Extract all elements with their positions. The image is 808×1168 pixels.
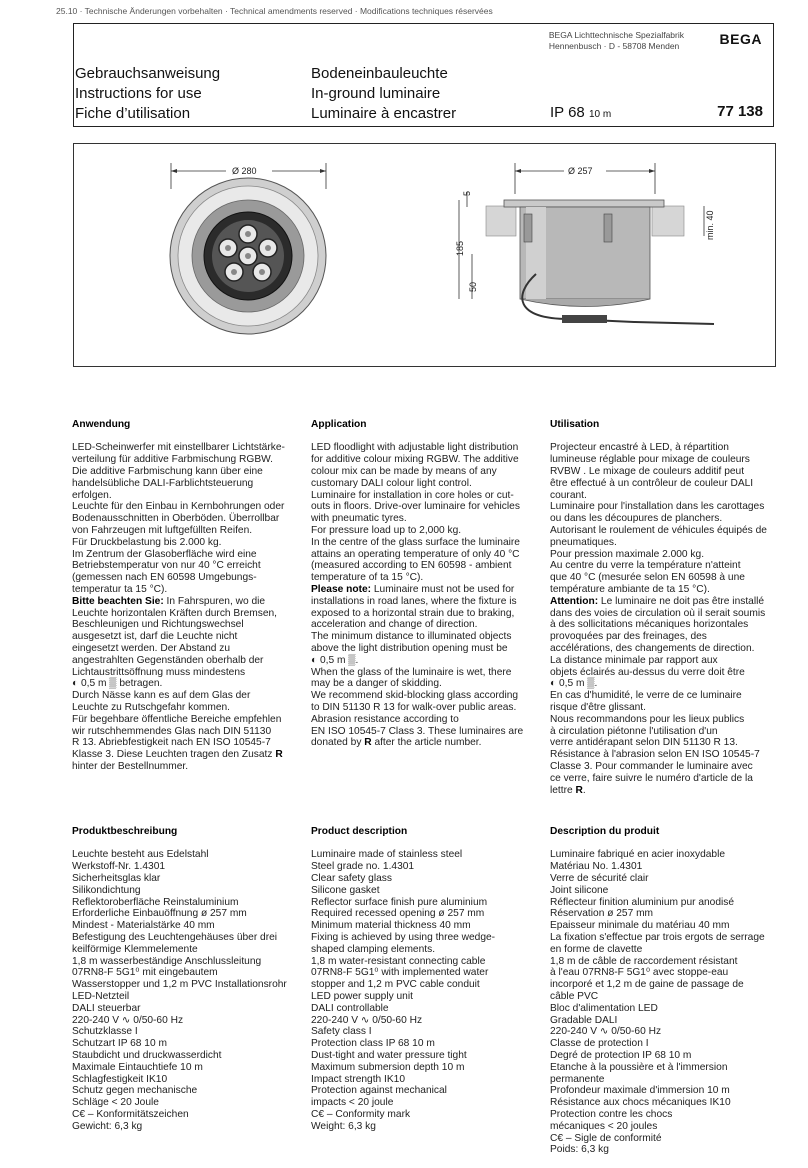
application-de xyxy=(72,407,300,785)
application-fr xyxy=(550,407,786,808)
height-dim-label: 185 xyxy=(455,240,465,256)
header-right-rule xyxy=(773,23,774,127)
company-address xyxy=(549,30,684,52)
min-depth-label: min. 40 xyxy=(705,210,715,240)
doc-title-de: Gebrauchsanweisung xyxy=(75,65,221,82)
application-de-body: LED-Scheinwerfer mit einstellbarer Lichtstärke- verteilung für additive Farbmischung RGBW. Die additive Farbmischung kann über eine handelsübliche DALI-Farblichtsteuerung erfolgen. Leuchte für den Einbau in Kernbohrungen oder Bodenausschnitten in Oberböden. Überrollbar von Fahrzeugen mit luftgefüllten Reifen. Für Druckbelastung bis 2.000 kg. Im Zentrum der Glasoberfläche wird eine Betriebstemperatur von nur 40 °C erreicht (gemessen nach EN 60598 Umgebungs- temperatur ta 15 °C). xyxy=(72,442,285,595)
front-view xyxy=(170,163,326,334)
application-en-heading: Application xyxy=(311,418,367,430)
header-top-rule xyxy=(73,23,774,24)
document-titles xyxy=(75,64,220,124)
doc-title-fr: Fiche d’utilisation xyxy=(75,105,191,122)
application-en-body: LED floodlight with adjustable light distribution for additive colour mixing RGBW. The additive colour mix can be made by means of any customary DALI colour light control. Luminaire for installation in core holes or cut- outs in floors. Drive-over luminaire for vehicles with pneumatic tyres. For pressure load up to 2,000 kg. In the centre of the glass surface the luminaire attains an operating temperature of only 40 °C (measured according to EN 60598 - ambient temperature of ta 15 °C). xyxy=(311,442,520,584)
product-fr-heading: Description du produit xyxy=(550,825,660,837)
article-number: 77 138 xyxy=(717,103,763,120)
brand-logo: BEGA xyxy=(719,31,762,47)
product-title-en: In-ground luminaire xyxy=(311,85,441,102)
product-en-body: Luminaire made of stainless steel Steel grade no. 1.4301 Clear safety glass Silicone gasket Reflector surface finish pure aluminium Required recessed opening ø 257 mm Minimum material thickness 40 mm Fixing is achieved by using three wedge- shaped clamping elements. 1,8 m water-resistant connecting cable 07RN8-F 5G1⁰ with implemented water stopper and 1,2 m PVC cable conduit LED power supply unit DALI controllable 220-240 V ∿ 0/50-60 Hz Safety class I Protection class IP 68 10 m Dust-tight and water pressure tight Maximum submersion depth 10 m Impact strength IK10 Protection against mechanical impacts < 20 joule C€ – Conformity mark Weight: 6,3 kg xyxy=(311,849,496,1132)
application-fr-note-label: Attention: xyxy=(550,595,599,607)
application-de-note-label: Bitte beachten Sie: xyxy=(72,595,164,607)
application-de-suffix: R xyxy=(275,749,283,761)
application-fr-suffix: R xyxy=(575,784,583,796)
ip-rating-value: IP 68 xyxy=(550,104,585,121)
product-de-body: Leuchte besteht aus Edelstahl Werkstoff-Nr. 1.4301 Sicherheitsglas klar Silikondichtung Reflektoroberfläche Reinstaluminium Erforderliche Einbauöffnung ø 257 mm Mindest - Materialstärke 40 mm Befestigung des Leuchtengehäuses über drei keilförmige Klemmelemente 1,8 m wasserbeständige Anschlussleitung 07RN8-F 5G1⁰ mit eingebautem Wasserstopper und 1,2 m PVC Installationsrohr LED-Netzteil DALI steuerbar 220-240 V ∿ 0/50-60 Hz Schutzklasse I Schutzart IP 68 10 m Staubdicht und druckwasserdicht Maximale Eintauchtiefe 10 m Schlagfestigkeit IK10 Schutz gegen mechanische Schläge < 20 Joule C€ – Konformitätszeichen Gewicht: 6,3 kg xyxy=(72,849,287,1132)
product-fr-body: Luminaire fabriqué en acier inoxydable Matériau No. 1.4301 Verre de sécurité clair Joint silicone Réflecteur finition aluminium pur anodisé Réservation ø 257 mm Epaisseur minimale du matériau 40 mm La fixation s'effectue par trois ergots de serrage en forme de clavette 1,8 m de câble de raccordement résistant à l'eau 07RN8-F 5G1⁰ avec stoppe-eau incorporé et 1,2 m de gaine de passage de câble PVC Bloc d'alimentation LED Gradable DALI 220-240 V ∿ 0/50-60 Hz Classe de protection I Degré de protection IP 68 10 m Etanche à la poussière et à l'immersion permanente Profondeur maximale d'immersion 10 m Résistance aux chocs mécaniques IK10 Protection contre les chocs mécaniques < 20 joules C€ – Sigle de conformité Poids: 6,3 kg xyxy=(550,849,765,1156)
top-dim-label: 5 xyxy=(462,190,472,196)
product-titles xyxy=(311,64,456,124)
technical-drawing-frame xyxy=(73,143,776,367)
application-en-note-label: Please note: xyxy=(311,583,372,595)
product-title-de: Bodeneinbauleuchte xyxy=(311,65,448,82)
application-fr-heading: Utilisation xyxy=(550,418,600,430)
side-view xyxy=(455,163,715,324)
application-fr-note: Le luminaire ne doit pas être installé dans des voies de circulation où il serait soumis à des sollicitations mécaniques horizontales provoquées par des freinages, des accélérations, des changements de direction. La distance minimale par rapport aux objets éclairés au-dessus du verre doit être ◐ 0,5 m ▒. En cas d'humidité, le verre de ce luminaire risque d'être glissant. Nous recommandons pour les lieux publics à circulation piétonne l'utilisation d'un verre antidérapant selon DIN 51130 R 13. Résistance à l'abrasion selon EN ISO 10545-7 Classe 3. Pour commander le luminaire avec ce verre, faire suivre le numéro d'article de la lettre xyxy=(550,595,766,796)
ip-rating xyxy=(550,104,611,121)
application-en-note: Luminaire must not be used for installations in road lanes, where the fixture is exposed to a horizontal strain due to braking, acceleration and change of direction. The minimum distance to illuminated objects above the light distribution opening must be ◐ 0,5 m ▒. When the glass of the luminaire is wet, there may be a danger of skidding. We recommend skid-blocking glass according to DIN 51130 R 13 for walk-over public areas. Abrasion resistance according to EN ISO 10545-7 Class 3. These luminaires are donated by xyxy=(311,583,524,749)
company-location: Hennenbusch · D - 58708 Menden xyxy=(548,41,680,51)
technical-drawing xyxy=(74,144,775,366)
application-de-heading: Anwendung xyxy=(72,418,131,430)
application-fr-body: Projecteur encastré à LED, à répartition lumineuse réglable pour mixage de couleurs RVBW . Le mixage de couleurs additif peut être effectué à un contrôleur de couleur DALI courant. Luminaire pour l'installation dans les carottages ou dans les découpures de planchers. Autorisant le roulement de véhicules équipés de pneumatiques. Pour pression maximale 2.000 kg. Au centre du verre la température n'atteint que 40 °C (mesurée selon EN 60598 à une température ambiante de ta 15 °C). xyxy=(550,442,767,595)
application-de-tail: hinter der Bestellnummer. xyxy=(72,760,189,772)
doc-title-en: Instructions for use xyxy=(75,85,202,102)
application-fr-tail: . xyxy=(582,784,586,796)
product-en xyxy=(311,814,539,1144)
company-name: BEGA Lichttechnische Spezialfabrik xyxy=(548,30,684,40)
product-de-heading: Produktbeschreibung xyxy=(72,825,178,837)
header-left-rule xyxy=(73,23,74,127)
product-title-fr: Luminaire à encastrer xyxy=(311,105,457,122)
ip-depth: 10 m xyxy=(588,109,612,120)
lower-dim-label: 50 xyxy=(468,281,478,292)
application-de-note: In Fahrspuren, wo die Leuchte horizontalen Kräften durch Bremsen, Beschleunigen und Richtungswechsel ausgesetzt ist, darf die Leuchte nicht eingesetzt werden. Der Abstand zu angestrahlten Gegenständen oberhalb der Lichtaustrittsöffnung muss mindestens ◐ 0,5 m ▒ betragen. Durch Nässe kann es auf dem Glas der Leuchte zu Rutschgefahr kommen. Für begehbare öffentliche Bereiche empfehlen wir rutschhemmendes Glas nach DIN 51130 R 13. Abriebfestigkeit nach EN ISO 10545-7 Klasse 3. Diese Leuchten tragen den Zusatz xyxy=(72,595,282,761)
product-fr xyxy=(550,814,786,1168)
side-diameter-label: Ø 257 xyxy=(568,166,593,176)
amendments-note: 25.10 · Technische Änderungen vorbehalten · Technical amendments reserved · Modifications techniques réservées xyxy=(56,6,493,16)
front-diameter-label: Ø 280 xyxy=(232,166,257,176)
header-bottom-rule xyxy=(73,126,774,127)
product-de xyxy=(72,814,300,1144)
application-en-tail: after the article number. xyxy=(371,737,482,749)
product-en-heading: Product description xyxy=(311,825,408,837)
application-en-suffix: R xyxy=(364,737,372,749)
application-en xyxy=(311,407,539,761)
